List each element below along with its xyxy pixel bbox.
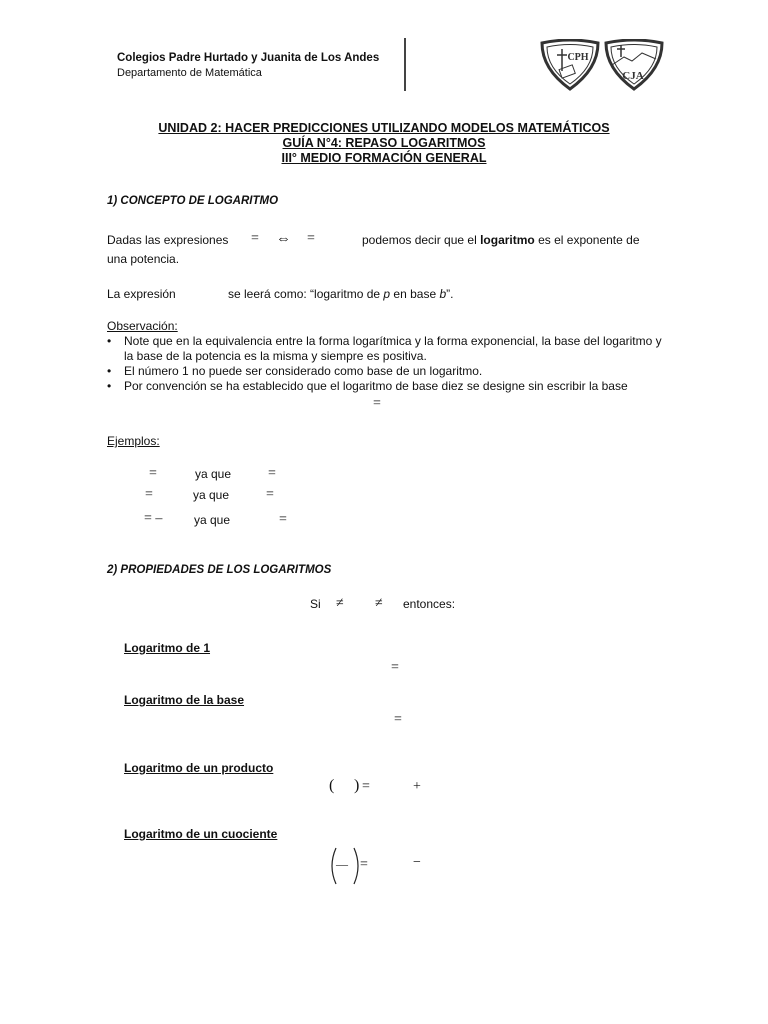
expr-p: p [383,287,391,301]
expr-mid: se leerá como: “logaritmo de [228,287,384,301]
convention-eq: = [373,396,381,411]
condition-neq2: ≠ [375,596,383,611]
expr-base: en base [390,287,440,301]
property3-plus: + [413,779,421,794]
intro-bold-term: logaritmo [480,233,535,247]
school-name: Colegios Padre Hurtado y Juanita de Los Andes [117,52,380,64]
cja-logo-text: CJA [622,70,644,82]
intro-eq2: = [307,231,315,246]
example1-because: ya que [195,467,232,481]
property4-title: Logaritmo de un cuociente [124,827,278,841]
observation-list [107,334,667,394]
observation-item-1: • Note que en la equivalencia entre la forma logarítmica y la forma exponencial, la base del logaritmo y la base de la potencia es la misma y siempre es positiva. [107,334,667,364]
level-title: III° MEDIO FORMACIÓN GENERAL [281,151,487,165]
observation-item-3: • Por convención se ha establecido que el logaritmo de base diez se designe sin escribir la base [107,379,667,394]
expr-b: b [439,287,447,301]
property4-fraction-bar: — [336,857,348,871]
intro-definition [362,233,640,247]
intro-line2: una potencia. [107,252,180,266]
property3-formula: = [362,779,370,794]
examples-label: Ejemplos: [107,434,160,448]
example2-eq2: = [266,487,274,502]
property3-paren-open: ( [329,777,335,794]
section2-heading: 2) PROPIEDADES DE LOS LOGARITMOS [107,564,332,576]
guide-title: GUÍA N°4: REPASO LOGARITMOS [282,136,486,150]
intro-eq1: = [251,231,259,246]
condition-si: Si [310,597,321,611]
department-name: Departamento de Matemática [117,67,262,79]
intro-start: Dadas las expresiones [107,233,229,247]
property4-minus: − [413,855,421,870]
expression-reading [228,287,454,301]
example2-eq: = [145,487,153,502]
property1-title: Logaritmo de 1 [124,641,211,655]
example2-because: ya que [193,488,230,502]
cph-logo-text: CPH [567,52,589,63]
property2-formula: = [394,712,402,727]
cja-shield-logo [602,39,666,91]
intro-mid: podemos decir que el [362,233,481,247]
section1-heading: 1) CONCEPTO DE LOGARITMO [107,195,279,207]
property3-title: Logaritmo de un producto [124,761,274,775]
condition-then: entonces: [403,597,456,611]
property1-formula: = [391,660,399,675]
cph-shield-logo [538,39,602,91]
header-divider [404,38,406,91]
example3-eq2: = [279,512,287,527]
example1-eq2: = [268,466,276,481]
observation-label: Observación: [107,319,178,333]
example3-because: ya que [194,513,231,527]
expr-end: ”. [446,287,454,301]
intro-end: es el exponente de [534,233,640,247]
property3-paren-close: ) [354,777,360,794]
expression-start: La expresión [107,287,176,301]
property4-formula: = [360,857,368,872]
iff-symbol: ⇔ [276,230,291,247]
unit-title: UNIDAD 2: HACER PREDICCIONES UTILIZANDO MODELOS MATEMÁTICOS [158,121,610,135]
condition-neq1: ≠ [336,596,344,611]
example1-eq: = [149,466,157,481]
observation-item-2: • El número 1 no puede ser considerado como base de un logaritmo. [107,364,667,379]
property2-title: Logaritmo de la base [124,693,245,707]
example3-eq: = – [144,511,163,526]
